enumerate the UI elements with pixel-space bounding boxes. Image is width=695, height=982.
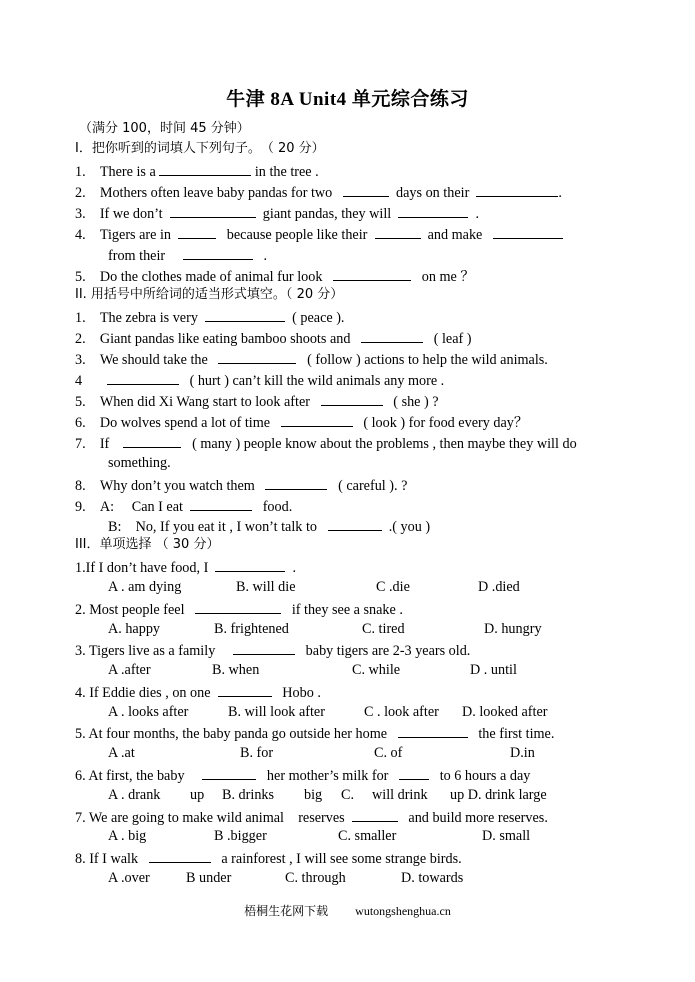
answer-blank[interactable] bbox=[361, 328, 423, 343]
option-c[interactable]: C. through bbox=[285, 870, 346, 886]
s2-q6: 6. Do wolves spend a lot of time ( look ) for food every day？ bbox=[75, 412, 528, 432]
option-a[interactable]: A .over bbox=[108, 870, 150, 886]
option-a[interactable]: A. happy bbox=[108, 621, 161, 637]
s3-q8: 8. If I walk a rainforest , I will see some strange birds. bbox=[75, 848, 462, 868]
option-a[interactable]: A .at bbox=[108, 745, 135, 761]
option-d[interactable]: D. small bbox=[482, 828, 531, 844]
option-c[interactable]: C. smaller bbox=[338, 828, 397, 844]
answer-blank[interactable] bbox=[202, 765, 256, 780]
s2-q9-b: B: No, If you eat it , I won’t talk to .( you ) bbox=[108, 516, 430, 536]
s3-q7: 7. We are going to make wild animal reserves and build more reserves. bbox=[75, 807, 548, 827]
option-d[interactable]: D . until bbox=[470, 662, 517, 678]
answer-blank[interactable] bbox=[333, 266, 411, 281]
answer-blank[interactable] bbox=[123, 433, 181, 448]
option-b[interactable]: B. when bbox=[212, 662, 260, 678]
answer-blank[interactable] bbox=[398, 723, 468, 738]
option-b[interactable]: B. will look after bbox=[228, 704, 325, 720]
option-c[interactable]: C . look after bbox=[364, 704, 439, 720]
answer-blank[interactable] bbox=[375, 224, 421, 239]
answer-blank[interactable] bbox=[183, 245, 253, 260]
answer-blank[interactable] bbox=[215, 557, 285, 572]
option-b[interactable]: B under bbox=[186, 870, 232, 886]
footer-url[interactable]: wutongshenghua.cn bbox=[355, 904, 451, 918]
s2-q7: 7. If ( many ) people know about the problems , then maybe they will do bbox=[75, 433, 577, 453]
option-a[interactable]: A .after bbox=[108, 662, 151, 678]
option-a[interactable]: A . drank bbox=[108, 787, 161, 803]
s2-q4: 4 ( hurt ) can’t kill the wild animals any more . bbox=[75, 370, 444, 390]
option-d[interactable]: D.in bbox=[510, 745, 535, 761]
s3-q2: 2. Most people feel if they see a snake . bbox=[75, 599, 403, 619]
s1-q1: 1. There is a in the tree . bbox=[75, 161, 319, 181]
option-a-particle: up bbox=[190, 787, 205, 803]
answer-blank[interactable] bbox=[493, 224, 563, 239]
answer-blank[interactable] bbox=[328, 516, 382, 531]
answer-blank[interactable] bbox=[218, 349, 296, 364]
page-title: 牛津 8A Unit4 单元综合练习 bbox=[226, 89, 469, 110]
option-a[interactable]: A . big bbox=[108, 828, 147, 844]
answer-blank[interactable] bbox=[218, 682, 272, 697]
s2-q7-continued: something. bbox=[108, 455, 171, 471]
s3-q5: 5. At four months, the baby panda go outside her home the first time. bbox=[75, 723, 554, 743]
option-c[interactable]: C. tired bbox=[362, 621, 405, 637]
answer-blank[interactable] bbox=[233, 640, 295, 655]
option-b[interactable]: B. will die bbox=[236, 579, 296, 595]
option-c[interactable]: C. of bbox=[374, 745, 403, 761]
option-d[interactable]: D. towards bbox=[401, 870, 464, 886]
answer-blank[interactable] bbox=[190, 496, 252, 511]
answer-blank[interactable] bbox=[352, 807, 398, 822]
option-b[interactable]: B .bigger bbox=[214, 828, 267, 844]
answer-blank[interactable] bbox=[195, 599, 281, 614]
s2-q3: 3. We should take the ( follow ) actions to help the wild animals. bbox=[75, 349, 548, 369]
option-c[interactable]: C .die bbox=[376, 579, 410, 595]
s1-q2: 2. Mothers often leave baby pandas for two days on their . bbox=[75, 182, 562, 202]
answer-blank[interactable] bbox=[178, 224, 216, 239]
s3-q1: 1.If I don’t have food, I . bbox=[75, 557, 296, 577]
s1-q4: 4. Tigers are in because people like their and make bbox=[75, 224, 563, 244]
option-c-letter[interactable]: C. bbox=[341, 787, 355, 803]
s2-q1: 1. The zebra is very ( peace ). bbox=[75, 307, 344, 327]
footer-source: 梧桐生花网下载 bbox=[244, 904, 329, 918]
option-d[interactable]: D. hungry bbox=[484, 621, 542, 637]
answer-blank[interactable] bbox=[281, 412, 353, 427]
answer-blank[interactable] bbox=[399, 765, 429, 780]
answer-blank[interactable] bbox=[321, 391, 383, 406]
option-d[interactable]: up D. drink large bbox=[450, 787, 547, 803]
answer-blank[interactable] bbox=[205, 307, 285, 322]
answer-blank[interactable] bbox=[149, 848, 211, 863]
option-c[interactable]: C. while bbox=[352, 662, 401, 678]
s2-q8: 8. Why don’t you watch them ( careful ). ? bbox=[75, 475, 407, 495]
option-a[interactable]: A . am dying bbox=[108, 579, 182, 595]
option-d[interactable]: D .died bbox=[478, 579, 520, 595]
option-a[interactable]: A . looks after bbox=[108, 704, 189, 720]
answer-blank[interactable] bbox=[398, 203, 468, 218]
s1-q3: 3. If we don’t giant pandas, they will . bbox=[75, 203, 479, 223]
answer-blank[interactable] bbox=[107, 370, 179, 385]
answer-blank[interactable] bbox=[476, 182, 558, 197]
section-2-heading: II. 用括号中所给词的适当形式填空。（ 20 分） bbox=[75, 287, 344, 302]
s3-q4: 4. If Eddie dies , on one Hobo . bbox=[75, 682, 321, 702]
answer-blank[interactable] bbox=[170, 203, 256, 218]
s2-q2: 2. Giant pandas like eating bamboo shoots and ( leaf ) bbox=[75, 328, 472, 348]
s1-q4-continued: from their . bbox=[108, 245, 267, 265]
option-b[interactable]: B. for bbox=[240, 745, 274, 761]
s3-q6: 6. At first, the baby her mother’s milk for to 6 hours a day bbox=[75, 765, 530, 785]
s1-q5: 5. Do the clothes made of animal fur look on me ？ bbox=[75, 266, 475, 286]
page-footer bbox=[0, 902, 695, 919]
section-3-heading: III．单项选择 （ 30 分） bbox=[75, 537, 220, 552]
score-time-note: （满分 100，时间 45 分钟） bbox=[79, 121, 250, 136]
s2-q5: 5. When did Xi Wang start to look after ( she ) ? bbox=[75, 391, 439, 411]
answer-blank[interactable] bbox=[265, 475, 327, 490]
s2-q9-a: 9. A: Can I eat food. bbox=[75, 496, 292, 516]
option-b[interactable]: B. drinks bbox=[222, 787, 275, 803]
answer-blank[interactable] bbox=[159, 161, 251, 176]
option-d[interactable]: D. looked after bbox=[462, 704, 548, 720]
s3-q3: 3. Tigers live as a family baby tigers are 2-3 years old. bbox=[75, 640, 470, 660]
option-b-particle: big bbox=[304, 787, 323, 803]
section-1-heading: I．把你听到的词填人下列句子。 （ 20 分） bbox=[75, 141, 325, 156]
option-b[interactable]: B. frightened bbox=[214, 621, 289, 637]
answer-blank[interactable] bbox=[343, 182, 389, 197]
option-c[interactable]: will drink bbox=[372, 787, 428, 803]
